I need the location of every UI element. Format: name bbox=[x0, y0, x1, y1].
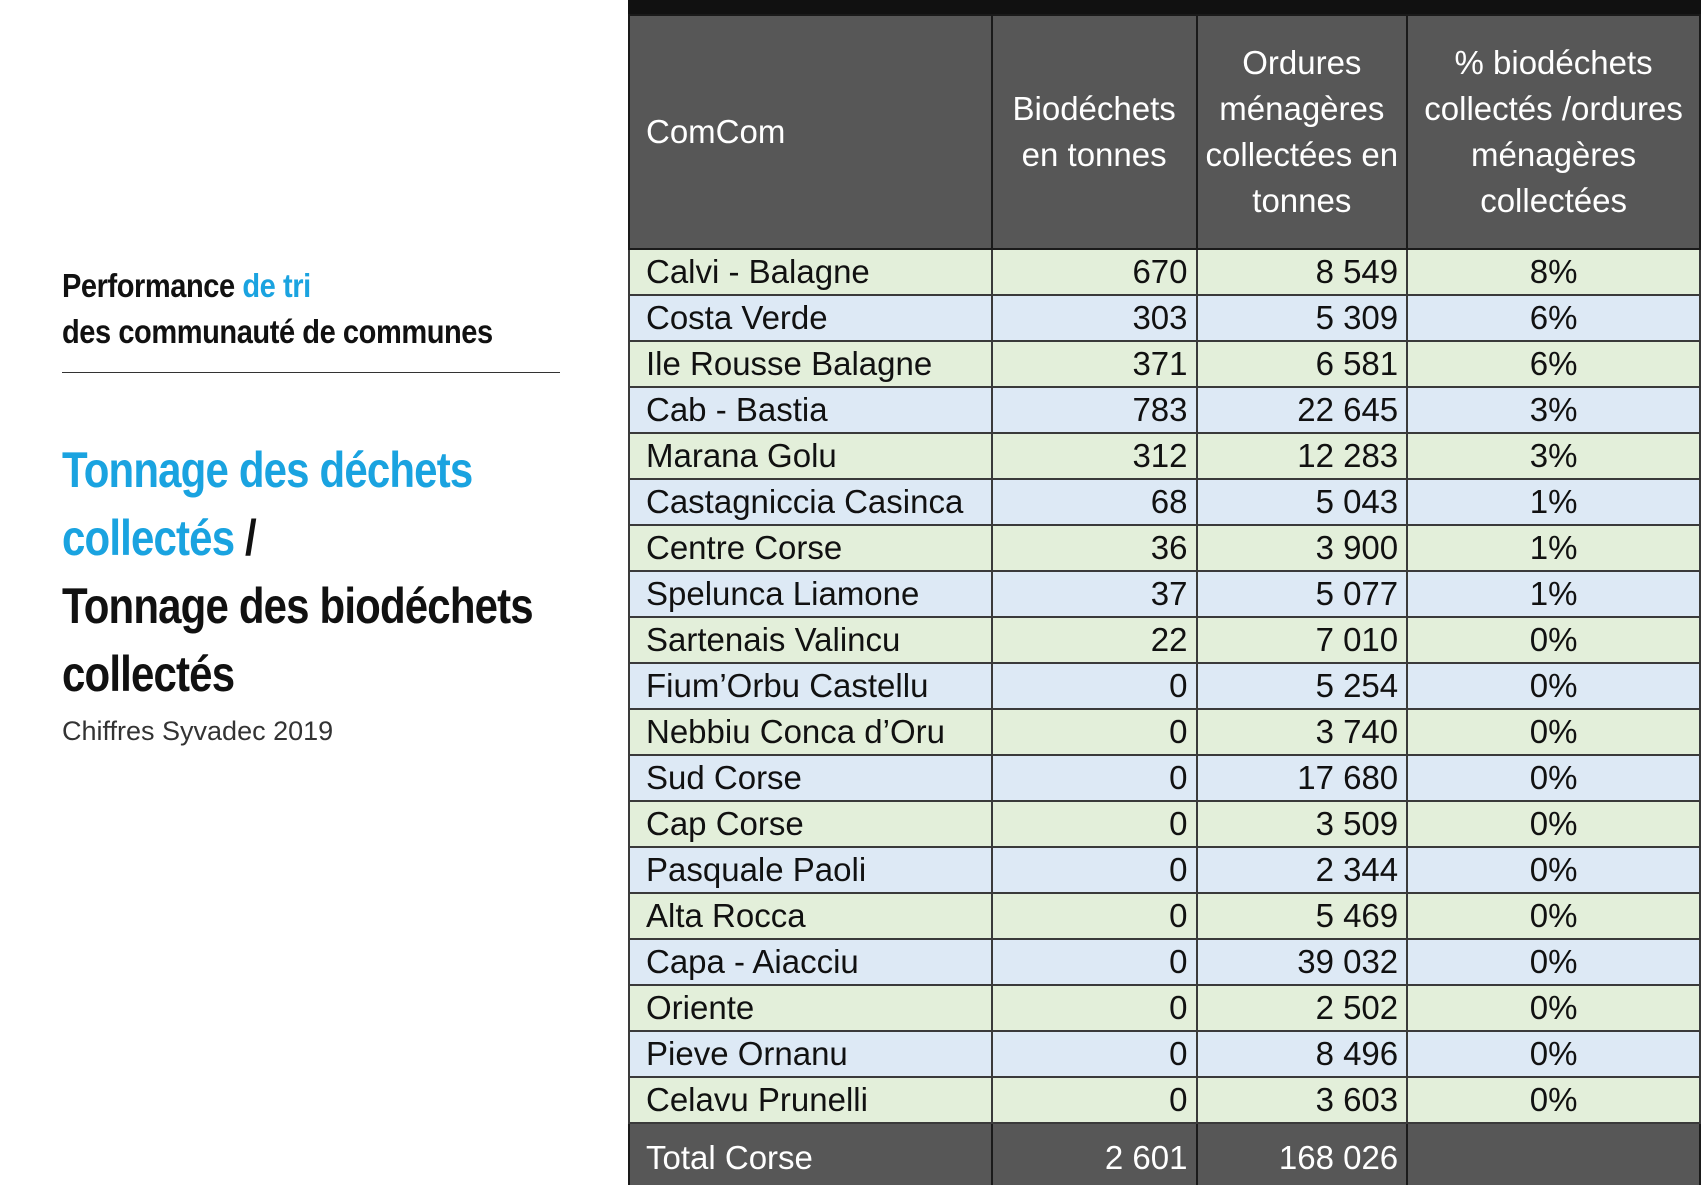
cell-biodechets: 0 bbox=[992, 893, 1197, 939]
table-row bbox=[629, 525, 1700, 571]
cell-biodechets: 36 bbox=[992, 525, 1197, 571]
cell-ordures: 5 469 bbox=[1197, 893, 1408, 939]
table-row bbox=[629, 295, 1700, 341]
cell-percent: 0% bbox=[1407, 755, 1700, 801]
subtitle-line2: des communauté de communes bbox=[62, 313, 493, 350]
cell-ordures: 8 496 bbox=[1197, 1031, 1408, 1077]
cell-percent: 0% bbox=[1407, 939, 1700, 985]
cell-biodechets: 303 bbox=[992, 295, 1197, 341]
cell-percent: 0% bbox=[1407, 893, 1700, 939]
cell-comcom: Pieve Ornanu bbox=[629, 1031, 992, 1077]
header-biodechets: Biodéchets en tonnes bbox=[992, 15, 1197, 249]
cell-biodechets: 0 bbox=[992, 755, 1197, 801]
cell-percent: 6% bbox=[1407, 295, 1700, 341]
table-row bbox=[629, 939, 1700, 985]
total-label: Total Corse bbox=[629, 1123, 992, 1185]
header-ordures: Ordures ménagères collectées en tonnes bbox=[1197, 15, 1408, 249]
cell-comcom: Cab - Bastia bbox=[629, 387, 992, 433]
subtitle-text: Performance bbox=[62, 267, 243, 304]
cell-ordures: 8 549 bbox=[1197, 249, 1408, 295]
cell-percent: 0% bbox=[1407, 1031, 1700, 1077]
cell-comcom: Sud Corse bbox=[629, 755, 992, 801]
cell-comcom: Ile Rousse Balagne bbox=[629, 341, 992, 387]
cell-biodechets: 0 bbox=[992, 709, 1197, 755]
cell-ordures: 22 645 bbox=[1197, 387, 1408, 433]
cell-ordures: 3 603 bbox=[1197, 1077, 1408, 1123]
cell-biodechets: 0 bbox=[992, 985, 1197, 1031]
cell-ordures: 3 900 bbox=[1197, 525, 1408, 571]
table-row bbox=[629, 663, 1700, 709]
cell-percent: 8% bbox=[1407, 249, 1700, 295]
cell-percent: 1% bbox=[1407, 525, 1700, 571]
cell-ordures: 2 502 bbox=[1197, 985, 1408, 1031]
headline-line1: Tonnage des déchets bbox=[62, 442, 473, 498]
cell-biodechets: 0 bbox=[992, 801, 1197, 847]
cell-percent: 1% bbox=[1407, 479, 1700, 525]
cell-percent: 0% bbox=[1407, 709, 1700, 755]
cell-comcom: Cap Corse bbox=[629, 801, 992, 847]
total-biodechets: 2 601 bbox=[992, 1123, 1197, 1185]
headline-line2-accent: collectés bbox=[62, 510, 235, 566]
total-ordures: 168 026 bbox=[1197, 1123, 1408, 1185]
cell-percent: 0% bbox=[1407, 985, 1700, 1031]
data-table bbox=[628, 14, 1701, 1185]
headline-slash: / bbox=[234, 510, 256, 566]
cell-ordures: 17 680 bbox=[1197, 755, 1408, 801]
cell-biodechets: 783 bbox=[992, 387, 1197, 433]
cell-ordures: 39 032 bbox=[1197, 939, 1408, 985]
table-row bbox=[629, 571, 1700, 617]
table-header-row bbox=[629, 15, 1700, 249]
cell-percent: 0% bbox=[1407, 847, 1700, 893]
cell-biodechets: 312 bbox=[992, 433, 1197, 479]
cell-percent: 3% bbox=[1407, 387, 1700, 433]
headline-line3: Tonnage des biodéchets bbox=[62, 578, 533, 634]
table-row bbox=[629, 801, 1700, 847]
cell-ordures: 2 344 bbox=[1197, 847, 1408, 893]
cell-comcom: Fium’Orbu Castellu bbox=[629, 663, 992, 709]
cell-comcom: Nebbiu Conca d’Oru bbox=[629, 709, 992, 755]
cell-biodechets: 68 bbox=[992, 479, 1197, 525]
cell-comcom: Capa - Aiacciu bbox=[629, 939, 992, 985]
cell-biodechets: 371 bbox=[992, 341, 1197, 387]
cell-comcom: Pasquale Paoli bbox=[629, 847, 992, 893]
cell-comcom: Centre Corse bbox=[629, 525, 992, 571]
divider bbox=[62, 372, 560, 373]
table-row bbox=[629, 985, 1700, 1031]
cell-biodechets: 0 bbox=[992, 663, 1197, 709]
table-row bbox=[629, 249, 1700, 295]
table-row bbox=[629, 847, 1700, 893]
table-body bbox=[629, 249, 1700, 1185]
source-note: Chiffres Syvadec 2019 bbox=[62, 716, 334, 746]
table-row bbox=[629, 755, 1700, 801]
cell-ordures: 3 509 bbox=[1197, 801, 1408, 847]
header-comcom: ComCom bbox=[629, 15, 992, 249]
cell-biodechets: 0 bbox=[992, 1031, 1197, 1077]
cell-ordures: 5 077 bbox=[1197, 571, 1408, 617]
table-row bbox=[629, 1031, 1700, 1077]
table-row bbox=[629, 387, 1700, 433]
cell-biodechets: 22 bbox=[992, 617, 1197, 663]
cell-comcom: Celavu Prunelli bbox=[629, 1077, 992, 1123]
cell-ordures: 5 309 bbox=[1197, 295, 1408, 341]
title-panel bbox=[0, 0, 600, 1185]
cell-comcom: Marana Golu bbox=[629, 433, 992, 479]
cell-biodechets: 0 bbox=[992, 1077, 1197, 1123]
table-row bbox=[629, 341, 1700, 387]
cell-ordures: 3 740 bbox=[1197, 709, 1408, 755]
header-percent: % biodéchets collectés /ordures ménagères collectées bbox=[1407, 15, 1700, 249]
cell-percent: 0% bbox=[1407, 801, 1700, 847]
cell-biodechets: 670 bbox=[992, 249, 1197, 295]
cell-comcom: Costa Verde bbox=[629, 295, 992, 341]
cell-percent: 1% bbox=[1407, 571, 1700, 617]
table-row bbox=[629, 893, 1700, 939]
cell-comcom: Oriente bbox=[629, 985, 992, 1031]
cell-comcom: Castagniccia Casinca bbox=[629, 479, 992, 525]
table-row bbox=[629, 709, 1700, 755]
table-total-row bbox=[629, 1123, 1700, 1185]
cell-biodechets: 0 bbox=[992, 939, 1197, 985]
cell-comcom: Alta Rocca bbox=[629, 893, 992, 939]
cell-biodechets: 37 bbox=[992, 571, 1197, 617]
cell-percent: 0% bbox=[1407, 617, 1700, 663]
cell-ordures: 7 010 bbox=[1197, 617, 1408, 663]
cell-percent: 3% bbox=[1407, 433, 1700, 479]
cell-ordures: 5 043 bbox=[1197, 479, 1408, 525]
cell-comcom: Spelunca Liamone bbox=[629, 571, 992, 617]
headline bbox=[62, 436, 533, 708]
cell-biodechets: 0 bbox=[992, 847, 1197, 893]
subtitle bbox=[62, 263, 493, 355]
table-row bbox=[629, 1077, 1700, 1123]
cell-comcom: Calvi - Balagne bbox=[629, 249, 992, 295]
cell-percent: 6% bbox=[1407, 341, 1700, 387]
total-percent bbox=[1407, 1123, 1700, 1185]
cell-ordures: 6 581 bbox=[1197, 341, 1408, 387]
table-panel bbox=[628, 0, 1701, 1185]
table-row bbox=[629, 479, 1700, 525]
cell-ordures: 5 254 bbox=[1197, 663, 1408, 709]
table-row bbox=[629, 433, 1700, 479]
headline-line4: collectés bbox=[62, 646, 235, 702]
cell-percent: 0% bbox=[1407, 663, 1700, 709]
cell-percent: 0% bbox=[1407, 1077, 1700, 1123]
table-row bbox=[629, 617, 1700, 663]
cell-ordures: 12 283 bbox=[1197, 433, 1408, 479]
subtitle-accent: de tri bbox=[242, 267, 311, 304]
cell-comcom: Sartenais Valincu bbox=[629, 617, 992, 663]
